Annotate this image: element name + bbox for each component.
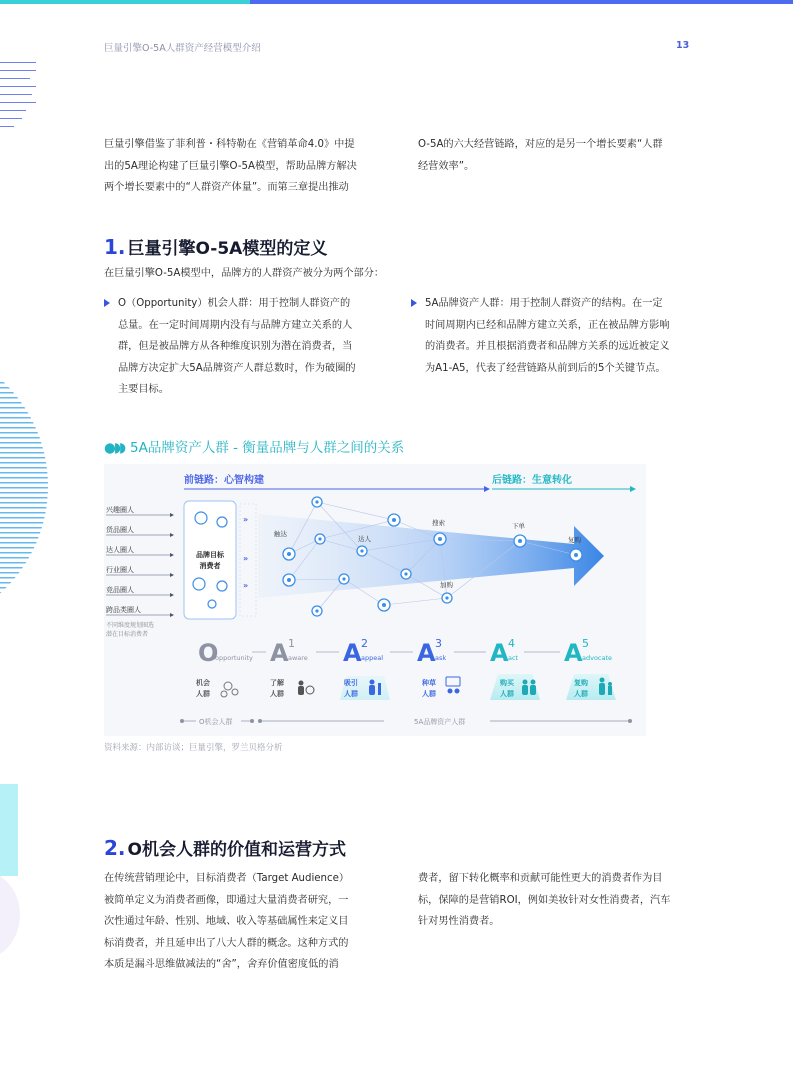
text-line: 标消费者，并且延申出了八大人群的概念。这种方式的 — [104, 937, 349, 949]
text-line: 标，保障的是营销ROI，例如美妆针对女性消费者，汽车 — [418, 894, 671, 906]
text-line: 出的5A理论构建了巨量引擎O-5A模型，帮助品牌方解决 — [104, 160, 357, 172]
network-label-order: 下单 — [512, 522, 525, 530]
stage-desc: 了解 — [270, 679, 284, 687]
stage-letter: A — [564, 639, 583, 667]
section-title: O机会人群的价值和运营方式 — [127, 840, 346, 860]
text-line: 主要目标。 — [118, 384, 169, 395]
stage-sup: 3 — [435, 637, 442, 650]
stage-letter: A — [270, 639, 289, 667]
stage-sub: ask — [435, 654, 447, 662]
bullet-opportunity — [104, 293, 356, 401]
top-accent-bar-cyan — [0, 0, 250, 4]
stage-desc: 机会 — [196, 679, 210, 687]
svg-text:»: » — [243, 515, 249, 524]
text-line: O（Opportunity）机会人群：用于控制人群资产的 — [118, 298, 351, 309]
text-line: 群，但是被品牌方从各种维度识别为潜在消费者，当 — [118, 341, 353, 352]
stage-desc: 人群 — [270, 690, 284, 698]
text-line: 费者，留下转化概率和贡献可能性更大的消费者作为目 — [418, 873, 663, 884]
section-number: 1. — [104, 235, 126, 259]
circles-note: 潜在目标消费者 — [106, 631, 149, 638]
text-line: 的消费者。并且根据消费者和品牌方关系的远近被定义 — [425, 341, 670, 352]
intro-right-paragraph — [418, 134, 663, 177]
o5a-diagram — [104, 464, 646, 736]
text-line: 次性通过年龄、性别、地域、收入等基础属性来定义目 — [104, 916, 349, 927]
text-line: 总量。在一定时间周期内没有与品牌方建立关系的人 — [118, 319, 353, 331]
network-label-search: 搜索 — [432, 519, 445, 527]
circles-note: 不同维度规划圈选 — [106, 622, 155, 629]
stage-desc: 吸引 — [344, 679, 358, 687]
text-line: 本质是漏斗思维做减法的“舍”，舍弃价值密度低的消 — [104, 959, 339, 970]
stage-desc: 复购 — [574, 679, 588, 687]
circle-label: 货品圈人 — [106, 526, 134, 534]
stage-sub: advocate — [582, 654, 613, 662]
network-label-repurchase: 复购 — [568, 536, 581, 544]
circle-label: 兴趣圈人 — [106, 506, 134, 514]
stage-sup: 2 — [361, 637, 368, 650]
text-line: 被简单定义为消费者画像，即通过大量消费者研究，一 — [104, 894, 349, 906]
section-2-right-paragraph — [418, 868, 670, 933]
dots-icon: ●◗◗ — [104, 440, 125, 456]
target-consumers-label: 消费者 — [199, 562, 221, 570]
stage-desc: 购买 — [500, 679, 514, 687]
circle-label: 竞品圈人 — [106, 586, 134, 594]
decorative-cyan-block — [0, 784, 18, 876]
stage-desc: 人群 — [500, 690, 514, 698]
target-consumers-label: 品牌目标 — [196, 551, 224, 559]
stage-letter: A — [490, 639, 509, 667]
text-line: O-5A的六大经营链路，对应的是另一个增长要素“人群 — [418, 139, 663, 150]
figure-title — [104, 436, 404, 456]
decorative-lilac-circle — [0, 870, 20, 960]
section-2-heading — [104, 835, 346, 860]
figure-title-text: 5A品牌资产人群 - 衡量品牌与人群之间的关系 — [130, 440, 405, 456]
section-number: 2. — [104, 836, 126, 860]
network-label-kol: 达人 — [358, 535, 371, 543]
figure-source: 资料来源：内部访谈；巨量引擎，罗兰贝格分析 — [104, 743, 283, 753]
text-line: 两个增长要素中的“人群资产体量”。而第三章提出推动 — [104, 182, 349, 193]
bullet-5a-assets — [411, 293, 670, 379]
stage-sub: appeal — [361, 654, 384, 662]
decorative-striped-circle — [0, 342, 48, 630]
svg-text:»: » — [243, 581, 249, 590]
front-chain-label: 前链路：心智构建 — [184, 475, 264, 486]
section-2-left-paragraph — [104, 868, 349, 976]
section-1-intro: 在巨量引擎O-5A模型中，品牌方的人群资产被分为两个部分： — [104, 268, 385, 279]
svg-text:»: » — [243, 554, 249, 563]
stage-desc: 人群 — [422, 690, 436, 698]
network-label-addcart: 加购 — [440, 581, 453, 589]
text-line: 为A1-A5，代表了经营链路从前到后的5个关键节点。 — [425, 362, 666, 374]
bullet-triangle-icon — [104, 299, 110, 307]
stage-sub: aware — [288, 654, 308, 662]
stage-letter: A — [343, 639, 362, 667]
text-line: 品牌方决定扩大5A品牌资产人群总数时，作为破圈的 — [118, 362, 356, 374]
page-number: 13 — [676, 40, 690, 51]
stage-desc: 人群 — [196, 690, 210, 698]
text-line: 在传统营销理论中，目标消费者（Target Audience） — [104, 873, 350, 884]
circle-label: 达人圈人 — [106, 546, 134, 554]
back-chain-label: 后链路：生意转化 — [492, 475, 572, 486]
stage-sup: 4 — [508, 637, 515, 650]
stage-desc: 种草 — [422, 679, 436, 687]
circle-label: 行业圈人 — [106, 566, 134, 574]
network-label-reach: 触达 — [274, 530, 287, 538]
stage-letter: O — [198, 639, 219, 667]
intro-left-paragraph — [104, 134, 357, 199]
text-line: 5A品牌资产人群：用于控制人群资产的结构。在一定 — [425, 298, 663, 309]
circle-label: 跨品类圈人 — [106, 606, 141, 614]
stage-desc: 人群 — [574, 690, 588, 698]
running-header: 巨量引擎O-5A人群资产经营模型介绍 — [104, 43, 261, 54]
top-accent-bar-blue — [250, 0, 793, 4]
stage-sup: 1 — [288, 637, 295, 650]
stage-letter: A — [417, 639, 436, 667]
text-line: 经营效率”。 — [418, 160, 475, 172]
text-line: 针对男性消费者。 — [418, 916, 500, 927]
text-line: 时间周期内已经和品牌方建立关系，正在被品牌方影响 — [425, 319, 670, 331]
stage-desc: 人群 — [344, 690, 358, 698]
section-title: 巨量引擎O-5A模型的定义 — [127, 239, 328, 259]
stage-sup: 5 — [582, 637, 589, 650]
bottom-5a-label: 5A品牌资产人群 — [414, 718, 466, 726]
decorative-stripes — [0, 62, 36, 134]
text-line: 巨量引擎借鉴了菲利普・科特勒在《营销革命4.0》中提 — [104, 139, 355, 150]
bullet-triangle-icon — [411, 299, 417, 307]
stage-sub: opportunity — [215, 654, 253, 662]
section-1-heading — [104, 234, 327, 259]
bottom-o-label: O机会人群 — [199, 718, 233, 726]
stage-sub: act — [508, 654, 519, 662]
